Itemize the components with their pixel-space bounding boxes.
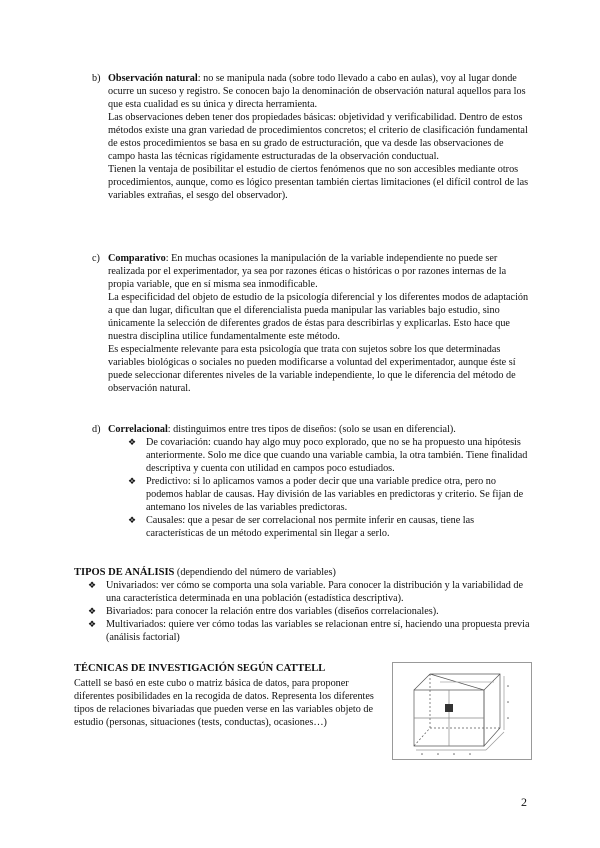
section-heading: TÉCNICAS DE INVESTIGACIÓN SEGÚN CATTELL xyxy=(74,663,326,674)
cattell-cube-figure xyxy=(392,662,532,760)
item-intro: : no se manipula nada (sobre todo llevado a cabo en aulas), voy al lugar donde ocurre un suceso y registro. Se conocen bajo la denominación de observación natural aquellos para los que esta cualidad es su única y directa herramienta. xyxy=(108,73,526,110)
diamond-bullet-icon: ❖ xyxy=(88,606,97,616)
list-item: ❖ Causales: que a pesar de ser correlacional nos permite inferir en causas, tiene las características de un método experimental sin llegar a serlo. xyxy=(128,515,475,539)
diamond-bullet-icon: ❖ xyxy=(128,515,137,525)
paragraph: Cattell se basó en este cubo o matriz básica de datos, para proponer diferentes posibilidades en la recogida de datos. Representa los diferentes tipos de relaciones bivariadas que pueden verse en las variables objeto de estudio (personas, situaciones (tests, conductas), ocasiones…) xyxy=(74,678,374,728)
section-subheading: (dependiendo del número de variables) xyxy=(174,567,336,578)
analysis-types-list xyxy=(88,579,534,644)
list-item: ❖ De covariación: cuando hay algo muy poco explorado, que no se ha propuesto una hipótesis anteriormente. Solo me dice que cuando una variable cambia, la otra también. Tiene finalidad descriptiva y cuenta con utilidad en campos poco estudiados. xyxy=(128,437,528,474)
cube-cell-marker-icon xyxy=(445,704,453,712)
list-item: ❖ Bivariados: para conocer la relación entre dos variables (diseños correlacionales). xyxy=(88,606,439,617)
section-tipos-de-analisis xyxy=(74,566,534,644)
section-heading: TIPOS DE ANÁLISIS xyxy=(74,567,175,578)
paragraph xyxy=(108,72,532,111)
item-intro: : En muchas ocasiones la manipulación de la variable independiente no puede ser realizada por el experimentador, ya sea por razones éticas o históricas o por razones internas de la propia variable, que en sí misma sea inmodificable. xyxy=(108,253,507,290)
design-types-list xyxy=(128,436,532,540)
item-marker: d) xyxy=(92,424,101,435)
section-b-observacion-natural xyxy=(92,72,532,202)
diamond-bullet-icon: ❖ xyxy=(88,580,97,590)
paragraph: La especificidad del objeto de estudio de la psicología diferencial y los diferentes modos de adaptación a que dan lugar, dificultan que el diferencialista pueda manipular las variables bajo estudio, sino únicamente la selección de diferentes grados de éstas para describirlas y explicarlas. Esto hace que nuestra disciplina utilice fundamentalmente este método. xyxy=(108,292,529,342)
paragraph: Las observaciones deben tener dos propiedades básicas: objetividad y verificabilidad. Dentro de estos métodos existe una gran variedad de procedimientos concretos; el criterio de clasificación fundamental de estos procedimientos se basa en su grado de estructuración, que va desde las observaciones de campo hasta las técnicas rígidamente estructuradas de la observación conductual. xyxy=(108,112,528,162)
figure-frame xyxy=(393,663,532,760)
diamond-bullet-icon: ❖ xyxy=(128,476,137,486)
item-title: Comparativo xyxy=(108,253,166,264)
section-cattell xyxy=(74,662,384,729)
page-number: 2 xyxy=(521,795,527,809)
diamond-bullet-icon: ❖ xyxy=(128,437,137,447)
paragraph: Es especialmente relevante para esta psicología que trata con sujetos sobre los que determinadas variables biológicas o sociales no pueden modificarse a voluntad del experimentador, aunque éste sí puede seleccionar diferentes niveles de la variable independiente, lo que le diferencia del método de observación natural. xyxy=(108,344,516,394)
paragraph xyxy=(108,423,532,436)
list-item: ❖ Predictivo: si lo aplicamos vamos a poder decir que una variable predice otra, pero no podemos hablar de causas. Hay división de las variables en predictoras y criterio. Se fijan de antemano los niveles de las variables predictoras. xyxy=(128,476,524,513)
paragraph: Tienen la ventaja de posibilitar el estudio de ciertos fenómenos que no son accesibles mediante otros procedimientos, aunque, como es lógico presentan también ciertas limitaciones (el difícil control de las variables extrañas, el sesgo del observador). xyxy=(108,164,529,201)
section-c-comparativo xyxy=(92,252,532,395)
item-intro: : distinguimos entre tres tipos de diseños: (solo se usan en diferencial). xyxy=(167,424,456,435)
diamond-bullet-icon: ❖ xyxy=(88,619,97,629)
list-item: ❖ Univariados: ver cómo se comporta una sola variable. Para conocer la distribución y la variabilidad de una característica determinada en una población (estadística descriptiva). xyxy=(88,580,523,604)
section-d-correlacional xyxy=(92,423,532,540)
item-title: Correlacional xyxy=(108,424,168,435)
paragraph xyxy=(108,252,532,291)
item-title: Observación natural xyxy=(108,73,198,84)
list-item: ❖ Multivariados: quiere ver cómo todas las variables se relacionan entre sí, haciendo una propuesta previa (análisis factorial) xyxy=(88,619,530,643)
item-marker: b) xyxy=(92,73,101,84)
item-marker: c) xyxy=(92,253,100,264)
